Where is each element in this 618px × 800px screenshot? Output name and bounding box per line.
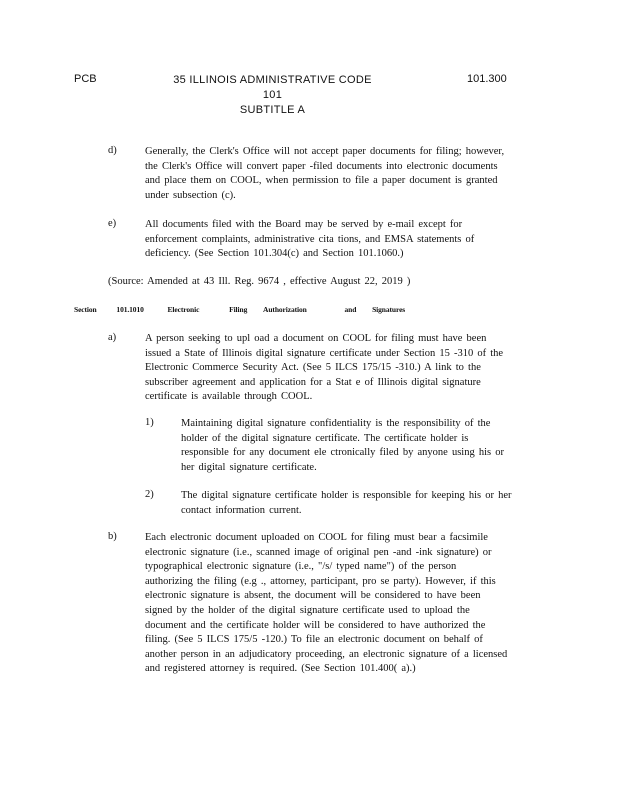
section-heading [74,305,405,314]
text-line: under subsection (c). [145,189,236,201]
text-line: electronic signature is absent, the document will be considered to have been [145,590,481,602]
text-line: filing. (See 5 ILCS 175/5 -120.) To file an electronic document on behalf of [145,634,483,646]
text-line: authorizing the filing (e.g ., attorney, participant, pro se party). However, if this [145,575,496,587]
subsection-d-text [145,145,504,203]
subsection-a-text [145,332,503,405]
header-title-line2: SUBTITLE A [239,104,306,116]
text-line: Electronic Commerce Security Act. (See 5 ILCS 175/15 -310.) A link to the [145,362,481,374]
text-line: The digital signature certificate holder is responsible for keeping his or her [181,490,512,501]
text-line: Maintaining digital signature confidentiality is the responsibility of the [181,418,491,429]
text-line: another person in an adjudicatory proceeding, an electronic signature of a licensed [145,648,508,660]
source-note-text: (Source: Amended at 43 Ill. Reg. 9674 , effective August 22, 2019 ) [108,276,411,287]
text-line: enforcement complaints, administrative cita tions, and EMSA statements of [145,233,475,245]
subsection-a-label: a) [108,332,117,343]
header-title-line1: 35 ILLINOIS ADMINISTRATIVE CODE 101 [173,74,372,101]
text-line: holder of the digital signature certificate. The certificate holder is [181,432,469,444]
item-1-label: 1) [145,417,154,428]
item-2-label: 2) [145,489,154,500]
section-title-word: Signatures [372,305,406,314]
header-title [165,73,380,118]
section-word: Section [74,305,97,314]
text-line: and place them on COOL, when permission to file a paper document is granted [145,175,498,187]
text-line: the Clerk's Office will convert paper -filed documents into electronic documents [145,160,498,172]
section-title-word: Electronic [167,305,200,314]
text-line: subscriber agreement and application for a Stat e of Illinois digital signature [145,376,481,388]
subsection-d-label: d) [108,145,117,156]
section-title-word: Authorization [263,305,307,314]
text-line: Each electronic document uploaded on COOL for filing must bear a facsimile [145,532,488,543]
text-line: issued a State of Illinois digital signature certificate under Section 15 -310 of the [145,347,504,359]
subsection-e-label: e) [108,218,117,229]
text-line: certificate is available through COOL. [145,391,313,403]
section-number: 101.1010 [116,305,144,314]
header-section-number: 101.300 [467,73,507,85]
text-line: document and the certificate holder will be considered to have authorized the [145,619,486,631]
subsection-e-text [145,218,474,262]
text-line: signed by the holder of the digital signature certificate used to upload the [145,604,470,616]
text-line: All documents filed with the Board may be served by e-mail except for [145,219,463,230]
text-line: contact information current. [181,504,302,516]
section-title-word: and [344,305,357,314]
text-line: her digital signature certificate. [181,461,317,473]
text-line: responsible for any document ele ctronically filed by anyone using his or [181,447,504,459]
subsection-b-label: b) [108,531,117,542]
text-line: Generally, the Clerk's Office will not accept paper documents for filing; however, [145,146,505,157]
text-line: electronic signature (i.e., scanned image of original pen -and -ink signature) or [145,546,492,558]
text-line: A person seeking to upl oad a document on COOL for filing must have been [145,333,487,344]
section-title-word: Filing [229,305,248,314]
source-note [108,275,410,290]
text-line: and registered attorney is required. (See Section 101.400( a).) [145,663,416,675]
header-agency: PCB [74,73,97,85]
item-2-text [181,489,512,518]
text-line: typographical electronic signature (i.e., "/s/ typed name") of the person [145,561,457,573]
text-line: deficiency. (See Section 101.304(c) and Section 101.1060.) [145,248,404,260]
item-1-text [181,417,504,475]
subsection-b-text [145,531,507,677]
